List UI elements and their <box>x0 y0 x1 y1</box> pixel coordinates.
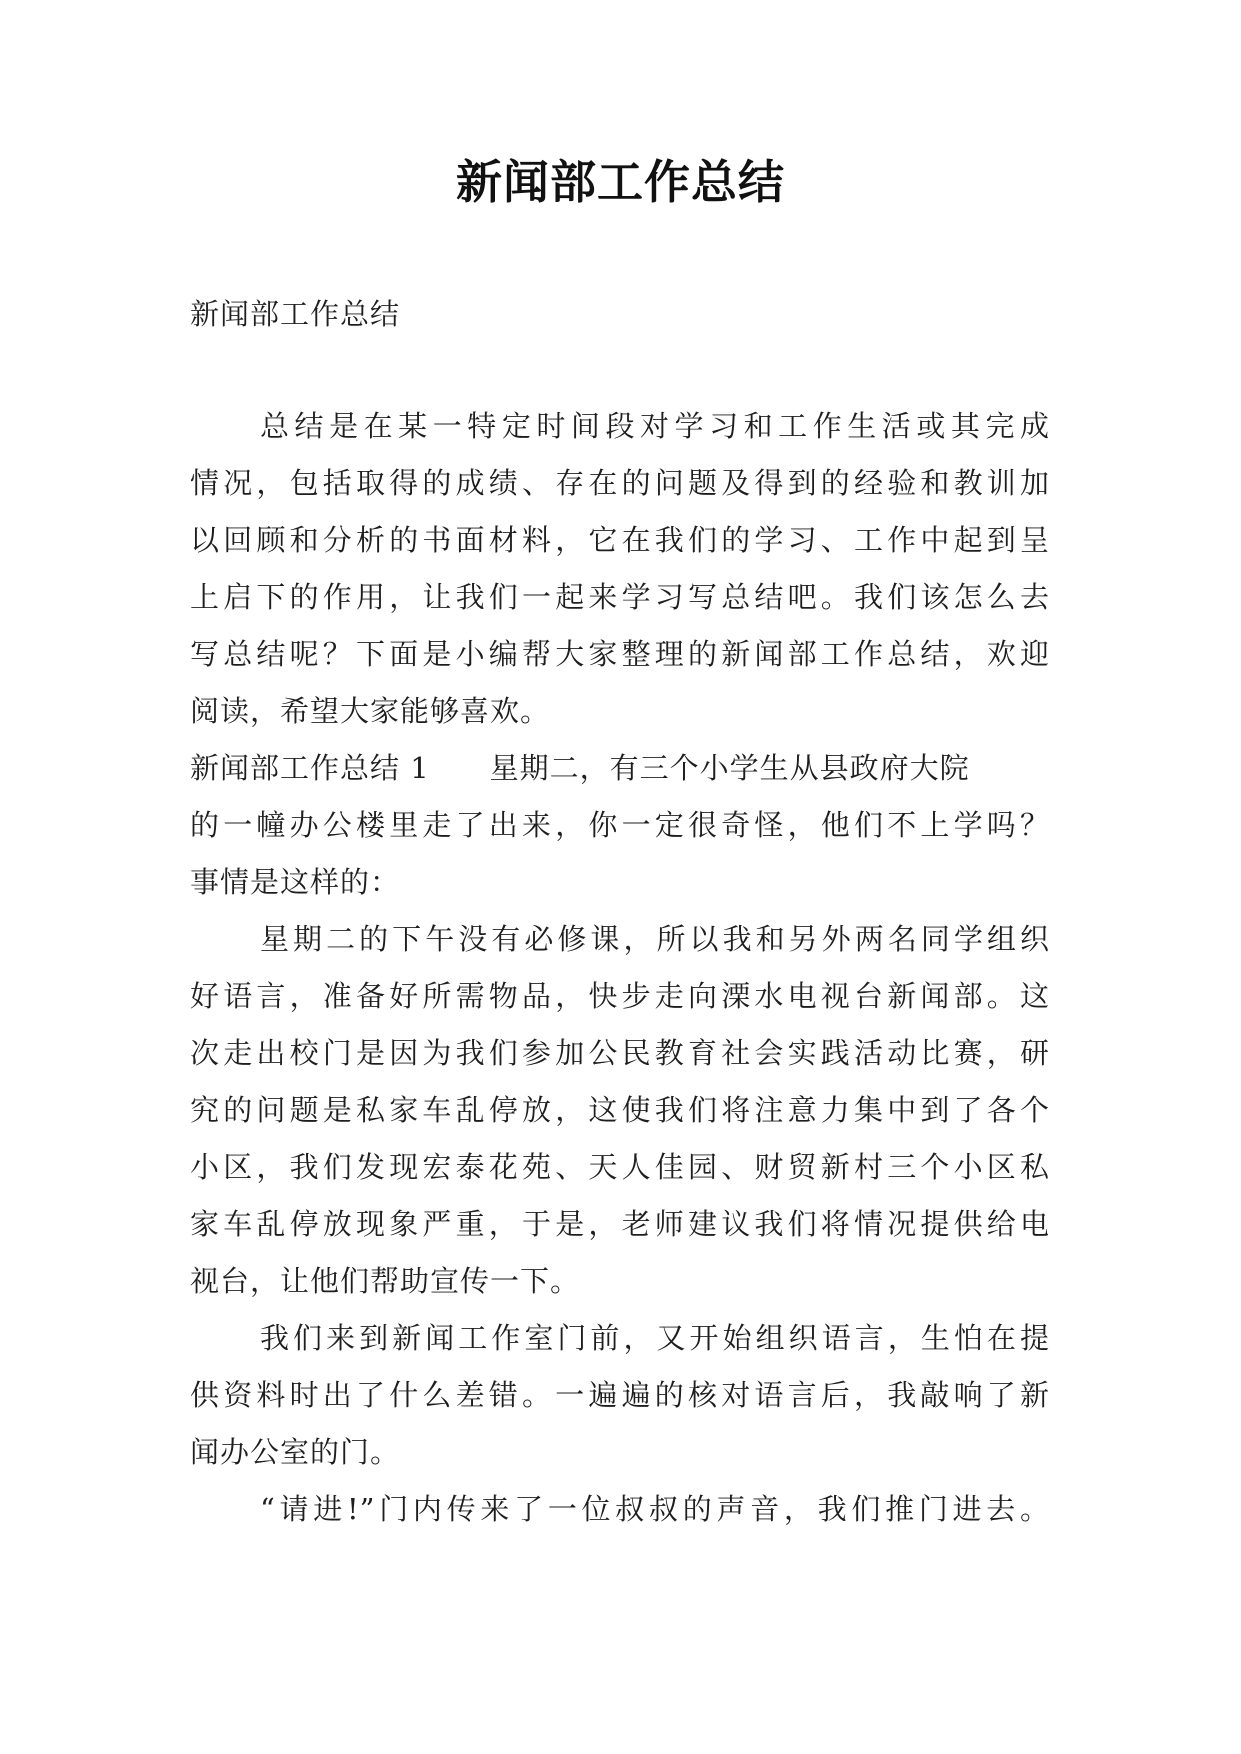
paragraph-2 <box>190 911 1050 1310</box>
paragraph-4 <box>190 1481 1050 1538</box>
paragraph-line: 情况，包括取得的成绩、存在的问题及得到的经验和教训加 <box>190 466 1050 500</box>
paragraph-line: 我们来到新闻工作室门前，又开始组织语言，生怕在提 <box>260 1321 1050 1355</box>
paragraph-line: 写总结呢？下面是小编帮大家整理的新闻部工作总结，欢迎 <box>190 637 1050 671</box>
section-heading-line <box>190 740 1050 797</box>
paragraph-line: 供资料时出了什么差错。一遍遍的核对语言后，我敲响了新 <box>190 1378 1050 1412</box>
paragraph-line: 总结是在某一特定时间段对学习和工作生活或其完成 <box>260 409 1050 443</box>
paragraph-line: 以回顾和分析的书面材料，它在我们的学习、工作中起到呈 <box>190 523 1050 557</box>
paragraph-line: 星期二，有三个小学生从县政府大院 <box>489 751 970 785</box>
paragraph-line: 星期二的下午没有必修课，所以我和另外两名同学组织 <box>260 922 1050 956</box>
paragraph-line: 上启下的作用，让我们一起来学习写总结吧。我们该怎么去 <box>190 580 1050 614</box>
paragraph-line: 小区，我们发现宏泰花苑、天人佳园、财贸新村三个小区私 <box>190 1150 1050 1184</box>
paragraph-line: 好语言，准备好所需物品，快步走向溧水电视台新闻部。这 <box>190 979 1050 1013</box>
subheading: 新闻部工作总结 <box>190 297 401 331</box>
paragraph-line: 闻办公室的门。 <box>190 1435 401 1469</box>
section-heading: 新闻部工作总结 1 <box>190 751 430 785</box>
paragraph-3 <box>190 1310 1050 1481</box>
paragraph-line: 次走出校门是因为我们参加公民教育社会实践活动比赛，研 <box>190 1036 1050 1070</box>
paragraph-line: 视台，让他们帮助宣传一下。 <box>190 1264 581 1298</box>
document-body <box>190 286 1050 1538</box>
section-1 <box>190 740 1050 911</box>
intro-paragraph <box>190 398 1050 740</box>
paragraph-line: 事情是这样的： <box>190 865 401 899</box>
paragraph-line: 的一幢办公楼里走了出来，你一定很奇怪，他们不上学吗？ <box>190 808 1050 842</box>
paragraph-line: 究的问题是私家车乱停放，这使我们将注意力集中到了各个 <box>190 1093 1050 1127</box>
paragraph-line: 家车乱停放现象严重，于是，老师建议我们将情况提供给电 <box>190 1207 1050 1241</box>
document-title: 新闻部工作总结 <box>456 155 785 209</box>
paragraph-line: 阅读，希望大家能够喜欢。 <box>190 694 551 728</box>
paragraph-line: “请进!”门内传来了一位叔叔的声音，我们推门进去。 <box>260 1492 1050 1526</box>
